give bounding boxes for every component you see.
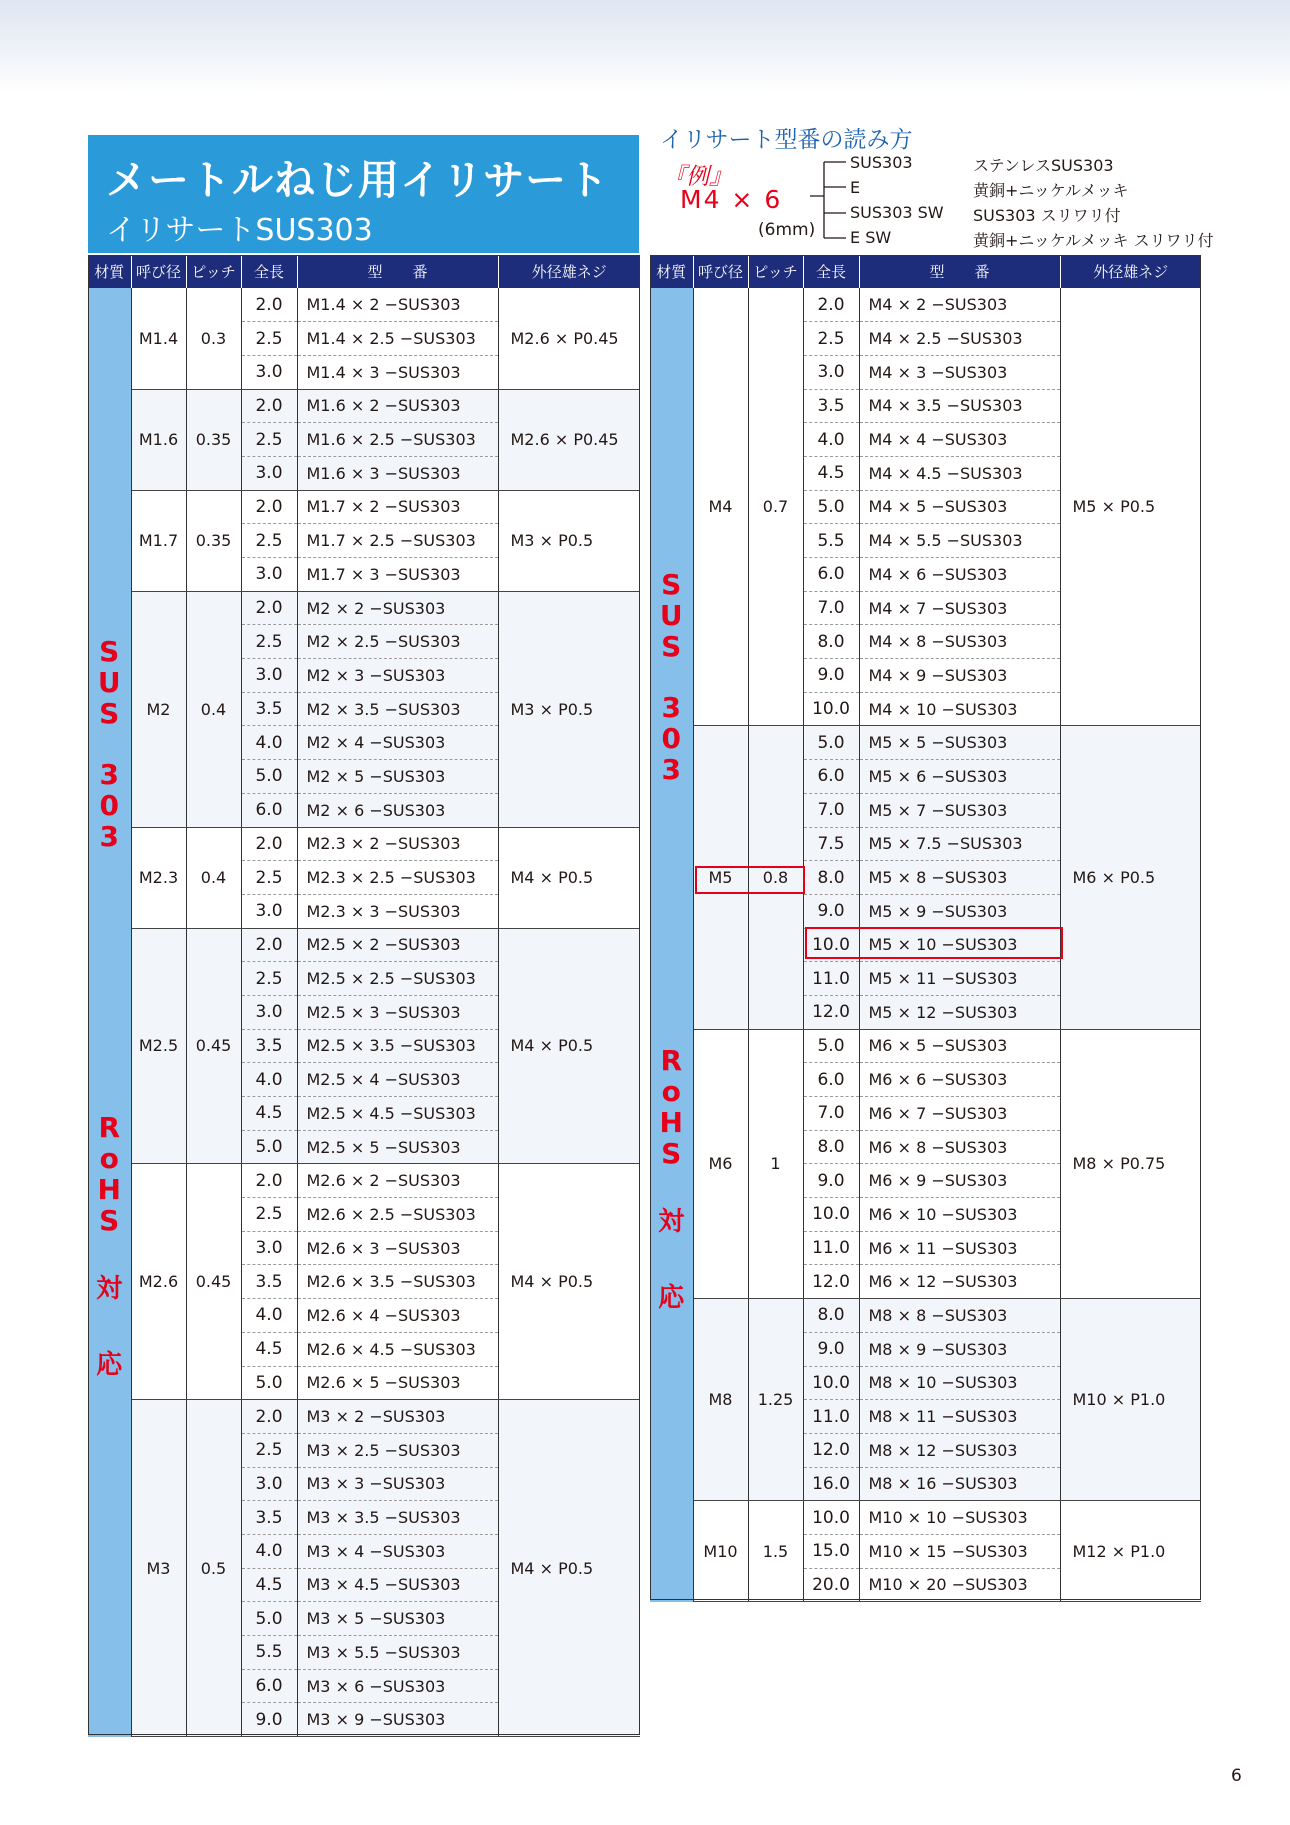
length: 4.5 bbox=[241, 1097, 297, 1131]
length: 3.0 bbox=[241, 659, 297, 693]
page-title: メートルねじ用イリサート bbox=[106, 156, 610, 204]
header-length: 全長 bbox=[241, 255, 297, 288]
model-number: M3 × 9 −SUS303 bbox=[297, 1703, 498, 1737]
length: 3.5 bbox=[241, 1029, 297, 1063]
header-model: 型 番 bbox=[859, 255, 1060, 288]
length: 8.0 bbox=[803, 1130, 859, 1164]
length: 9.0 bbox=[803, 1332, 859, 1366]
model-number: M6 × 11 −SUS303 bbox=[859, 1231, 1060, 1265]
model-number: M3 × 5 −SUS303 bbox=[297, 1602, 498, 1636]
model-number: M6 × 12 −SUS303 bbox=[859, 1265, 1060, 1299]
header-material: 材質 bbox=[650, 255, 693, 288]
length: 2.0 bbox=[803, 288, 859, 322]
material-char: 3 bbox=[99, 820, 119, 854]
length: 3.0 bbox=[241, 1231, 297, 1265]
length: 5.0 bbox=[241, 1366, 297, 1400]
model-number: M8 × 8 −SUS303 bbox=[859, 1299, 1060, 1333]
table-row bbox=[88, 591, 640, 625]
length: 3.5 bbox=[241, 1265, 297, 1299]
legend-desc: ステンレスSUS303 bbox=[973, 156, 1114, 175]
length: 6.0 bbox=[803, 558, 859, 592]
external-thread: M12 × P1.0 bbox=[1060, 1501, 1201, 1602]
length: 9.0 bbox=[803, 1164, 859, 1198]
material-char: o bbox=[661, 1074, 681, 1108]
pitch: 0.8 bbox=[748, 726, 803, 1029]
length: 2.0 bbox=[241, 1164, 297, 1198]
length: 12.0 bbox=[803, 1265, 859, 1299]
material-char: U bbox=[659, 598, 683, 632]
length: 8.0 bbox=[803, 861, 859, 895]
model-number: M5 × 8 −SUS303 bbox=[859, 861, 1060, 895]
material-char: 0 bbox=[661, 721, 681, 755]
material-char: 対 bbox=[658, 1206, 685, 1237]
model-number: M2.3 × 2 −SUS303 bbox=[297, 827, 498, 861]
external-thread: M5 × P0.5 bbox=[1060, 288, 1201, 726]
model-number: M1.7 × 2 −SUS303 bbox=[297, 490, 498, 524]
material-char: 3 bbox=[99, 758, 119, 792]
external-thread: M4 × P0.5 bbox=[498, 1164, 640, 1400]
nominal-size: M2.6 bbox=[131, 1164, 186, 1400]
model-number: M2.5 × 4 −SUS303 bbox=[297, 1063, 498, 1097]
length: 10.0 bbox=[803, 1366, 859, 1400]
pitch: 0.35 bbox=[186, 490, 241, 591]
material-char: S bbox=[99, 1204, 120, 1238]
model-number: M5 × 6 −SUS303 bbox=[859, 760, 1060, 794]
table-row bbox=[650, 1029, 1201, 1063]
nominal-size: M1.4 bbox=[131, 288, 186, 389]
length: 3.0 bbox=[803, 355, 859, 389]
legend-title: イリサート型番の読み方 bbox=[660, 127, 913, 153]
material-char: H bbox=[97, 1173, 121, 1207]
nominal-size: M6 bbox=[693, 1029, 748, 1299]
model-number: M4 × 5 −SUS303 bbox=[859, 490, 1060, 524]
model-number: M1.4 × 2 −SUS303 bbox=[297, 288, 498, 322]
length: 10.0 bbox=[803, 692, 859, 726]
external-thread: M3 × P0.5 bbox=[498, 490, 640, 591]
model-number: M1.6 × 2 −SUS303 bbox=[297, 389, 498, 423]
length: 2.5 bbox=[241, 1198, 297, 1232]
header-model: 型 番 bbox=[297, 255, 498, 288]
length: 5.0 bbox=[803, 1029, 859, 1063]
length: 8.0 bbox=[803, 1299, 859, 1333]
table-row bbox=[650, 726, 1201, 760]
legend-code: E SW bbox=[850, 228, 892, 247]
model-number: M2.6 × 2 −SUS303 bbox=[297, 1164, 498, 1198]
model-number: M3 × 4 −SUS303 bbox=[297, 1534, 498, 1568]
material-char: 応 bbox=[96, 1350, 123, 1381]
model-number: M3 × 2.5 −SUS303 bbox=[297, 1433, 498, 1467]
external-thread: M10 × P1.0 bbox=[1060, 1299, 1201, 1501]
length: 12.0 bbox=[803, 1433, 859, 1467]
top-gradient-band bbox=[0, 0, 1290, 92]
model-number: M2 × 4 −SUS303 bbox=[297, 726, 498, 760]
length: 10.0 bbox=[803, 1501, 859, 1535]
pitch: 0.3 bbox=[186, 288, 241, 389]
material-char: 0 bbox=[99, 789, 119, 823]
model-number: M1.7 × 2.5 −SUS303 bbox=[297, 524, 498, 558]
length: 4.0 bbox=[241, 1063, 297, 1097]
length: 6.0 bbox=[803, 1063, 859, 1097]
length: 15.0 bbox=[803, 1534, 859, 1568]
model-number: M2.3 × 2.5 −SUS303 bbox=[297, 861, 498, 895]
length: 3.0 bbox=[241, 355, 297, 389]
model-number: M2 × 6 −SUS303 bbox=[297, 793, 498, 827]
length: 11.0 bbox=[803, 1231, 859, 1265]
nominal-size: M8 bbox=[693, 1299, 748, 1501]
length: 5.0 bbox=[241, 1130, 297, 1164]
length: 7.0 bbox=[803, 1097, 859, 1131]
pitch: 1.5 bbox=[748, 1501, 803, 1602]
model-number: M2.5 × 2 −SUS303 bbox=[297, 928, 498, 962]
header-external-thread: 外径雄ネジ bbox=[1060, 255, 1201, 288]
length: 3.0 bbox=[241, 995, 297, 1029]
pitch: 0.7 bbox=[748, 288, 803, 726]
header-material: 材質 bbox=[88, 255, 131, 288]
model-number: M6 × 8 −SUS303 bbox=[859, 1130, 1060, 1164]
nominal-size: M2 bbox=[131, 591, 186, 827]
length: 2.5 bbox=[241, 524, 297, 558]
length: 3.0 bbox=[241, 456, 297, 490]
page-subtitle: イリサートSUS303 bbox=[106, 213, 373, 248]
model-number: M10 × 15 −SUS303 bbox=[859, 1534, 1060, 1568]
legend-desc: SUS303 スリワリ付 bbox=[973, 206, 1121, 225]
model-number: M5 × 7.5 −SUS303 bbox=[859, 827, 1060, 861]
model-number: M1.6 × 3 −SUS303 bbox=[297, 456, 498, 490]
length: 20.0 bbox=[803, 1568, 859, 1602]
length: 2.0 bbox=[241, 591, 297, 625]
length: 16.0 bbox=[803, 1467, 859, 1501]
length: 11.0 bbox=[803, 1400, 859, 1434]
length: 2.5 bbox=[241, 423, 297, 457]
length: 5.5 bbox=[241, 1636, 297, 1670]
model-number: M2.6 × 3.5 −SUS303 bbox=[297, 1265, 498, 1299]
table-row bbox=[88, 288, 640, 322]
length: 10.0 bbox=[803, 1198, 859, 1232]
legend-bracket-icon bbox=[810, 152, 850, 242]
external-thread: M8 × P0.75 bbox=[1060, 1029, 1201, 1299]
model-number: M4 × 6 −SUS303 bbox=[859, 558, 1060, 592]
length: 9.0 bbox=[803, 659, 859, 693]
length: 2.0 bbox=[241, 1400, 297, 1434]
length: 4.0 bbox=[803, 423, 859, 457]
table-row bbox=[88, 1164, 640, 1198]
length: 4.5 bbox=[803, 456, 859, 490]
model-number: M2 × 5 −SUS303 bbox=[297, 760, 498, 794]
legend-desc: 黄銅+ニッケルメッキ bbox=[973, 181, 1129, 200]
length: 4.0 bbox=[241, 1534, 297, 1568]
nominal-size: M2.5 bbox=[131, 928, 186, 1164]
length: 2.0 bbox=[241, 490, 297, 524]
length: 3.0 bbox=[241, 894, 297, 928]
page-number: 6 bbox=[1231, 1766, 1242, 1786]
table-row bbox=[650, 1299, 1201, 1333]
legend-code: SUS303 bbox=[850, 153, 913, 172]
pitch: 0.45 bbox=[186, 928, 241, 1164]
header-pitch: ピッチ bbox=[186, 255, 241, 288]
table-row bbox=[650, 288, 1201, 322]
model-number: M2 × 3.5 −SUS303 bbox=[297, 692, 498, 726]
spec-table-right bbox=[650, 255, 1201, 1602]
table-row bbox=[88, 827, 640, 861]
nominal-size: M5 bbox=[693, 726, 748, 1029]
header-nominal: 呼び径 bbox=[693, 255, 748, 288]
model-number: M2 × 3 −SUS303 bbox=[297, 659, 498, 693]
model-number: M2.6 × 5 −SUS303 bbox=[297, 1366, 498, 1400]
model-number: M4 × 2.5 −SUS303 bbox=[859, 322, 1060, 356]
pitch: 0.35 bbox=[186, 389, 241, 490]
model-number: M6 × 7 −SUS303 bbox=[859, 1097, 1060, 1131]
model-number: M4 × 2 −SUS303 bbox=[859, 288, 1060, 322]
length: 4.0 bbox=[241, 1299, 297, 1333]
length: 2.5 bbox=[241, 625, 297, 659]
length: 3.5 bbox=[241, 1501, 297, 1535]
model-number: M2.6 × 4 −SUS303 bbox=[297, 1299, 498, 1333]
length: 6.0 bbox=[241, 1669, 297, 1703]
model-number: M6 × 5 −SUS303 bbox=[859, 1029, 1060, 1063]
model-number: M5 × 7 −SUS303 bbox=[859, 793, 1060, 827]
length: 2.5 bbox=[241, 962, 297, 996]
external-thread: M3 × P0.5 bbox=[498, 591, 640, 827]
external-thread: M4 × P0.5 bbox=[498, 1400, 640, 1737]
model-number: M2.5 × 3.5 −SUS303 bbox=[297, 1029, 498, 1063]
length: 2.0 bbox=[241, 928, 297, 962]
model-number: M1.4 × 2.5 −SUS303 bbox=[297, 322, 498, 356]
title-block bbox=[88, 135, 639, 253]
legend-desc: 黄銅+ニッケルメッキ スリワリ付 bbox=[973, 231, 1214, 250]
length: 8.0 bbox=[803, 625, 859, 659]
model-number: M2.3 × 3 −SUS303 bbox=[297, 894, 498, 928]
table-row bbox=[88, 1400, 640, 1434]
legend-formula: M4 × 6 bbox=[680, 185, 783, 214]
model-number: M8 × 11 −SUS303 bbox=[859, 1400, 1060, 1434]
model-number: M5 × 9 −SUS303 bbox=[859, 894, 1060, 928]
length: 5.0 bbox=[241, 760, 297, 794]
nominal-size: M1.7 bbox=[131, 490, 186, 591]
legend-mm: (6mm) bbox=[758, 220, 816, 240]
model-number: M2.5 × 4.5 −SUS303 bbox=[297, 1097, 498, 1131]
model-number: M3 × 4.5 −SUS303 bbox=[297, 1568, 498, 1602]
model-number: M8 × 9 −SUS303 bbox=[859, 1332, 1060, 1366]
material-char: 3 bbox=[661, 752, 681, 786]
model-number: M5 × 10 −SUS303 bbox=[859, 928, 1060, 962]
length: 2.5 bbox=[241, 322, 297, 356]
length: 6.0 bbox=[803, 760, 859, 794]
model-number: M2.5 × 3 −SUS303 bbox=[297, 995, 498, 1029]
pitch: 0.45 bbox=[186, 1164, 241, 1400]
model-number: M4 × 4 −SUS303 bbox=[859, 423, 1060, 457]
model-number: M2.6 × 4.5 −SUS303 bbox=[297, 1332, 498, 1366]
model-number: M1.7 × 3 −SUS303 bbox=[297, 558, 498, 592]
external-thread: M6 × P0.5 bbox=[1060, 726, 1201, 1029]
length: 6.0 bbox=[241, 793, 297, 827]
length: 2.0 bbox=[241, 389, 297, 423]
model-number: M3 × 6 −SUS303 bbox=[297, 1669, 498, 1703]
material-column bbox=[88, 288, 131, 1737]
model-number: M2.5 × 5 −SUS303 bbox=[297, 1130, 498, 1164]
external-thread: M4 × P0.5 bbox=[498, 928, 640, 1164]
model-number: M10 × 20 −SUS303 bbox=[859, 1568, 1060, 1602]
length: 9.0 bbox=[803, 894, 859, 928]
legend-code: SUS303 SW bbox=[850, 203, 944, 222]
model-number: M4 × 7 −SUS303 bbox=[859, 591, 1060, 625]
length: 7.0 bbox=[803, 591, 859, 625]
length: 12.0 bbox=[803, 995, 859, 1029]
nominal-size: M4 bbox=[693, 288, 748, 726]
material-column bbox=[650, 288, 693, 1602]
material-char: S bbox=[661, 629, 682, 663]
model-number: M1.4 × 3 −SUS303 bbox=[297, 355, 498, 389]
length: 3.0 bbox=[241, 1467, 297, 1501]
length: 5.0 bbox=[803, 490, 859, 524]
model-number: M5 × 12 −SUS303 bbox=[859, 995, 1060, 1029]
model-number: M2.6 × 2.5 −SUS303 bbox=[297, 1198, 498, 1232]
model-number: M2 × 2 −SUS303 bbox=[297, 591, 498, 625]
model-number: M10 × 10 −SUS303 bbox=[859, 1501, 1060, 1535]
material-char: U bbox=[97, 666, 121, 700]
nominal-size: M10 bbox=[693, 1501, 748, 1602]
length: 3.5 bbox=[803, 389, 859, 423]
length: 4.0 bbox=[241, 726, 297, 760]
legend-example-label: 『例』 bbox=[663, 164, 732, 190]
model-number: M4 × 8 −SUS303 bbox=[859, 625, 1060, 659]
model-number: M4 × 10 −SUS303 bbox=[859, 692, 1060, 726]
length: 10.0 bbox=[803, 928, 859, 962]
model-number: M8 × 16 −SUS303 bbox=[859, 1467, 1060, 1501]
model-number: M6 × 6 −SUS303 bbox=[859, 1063, 1060, 1097]
length: 9.0 bbox=[241, 1703, 297, 1737]
header-pitch: ピッチ bbox=[748, 255, 803, 288]
model-number: M4 × 4.5 −SUS303 bbox=[859, 456, 1060, 490]
model-number: M8 × 12 −SUS303 bbox=[859, 1433, 1060, 1467]
material-char: o bbox=[99, 1142, 119, 1176]
external-thread: M2.6 × P0.45 bbox=[498, 389, 640, 490]
pitch: 1 bbox=[748, 1029, 803, 1299]
model-number: M3 × 3.5 −SUS303 bbox=[297, 1501, 498, 1535]
header-external-thread: 外径雄ネジ bbox=[498, 255, 640, 288]
pitch: 0.4 bbox=[186, 827, 241, 928]
spec-table-left bbox=[88, 255, 640, 1737]
table-row bbox=[650, 1501, 1201, 1535]
length: 7.0 bbox=[803, 793, 859, 827]
external-thread: M2.6 × P0.45 bbox=[498, 288, 640, 389]
length: 5.0 bbox=[241, 1602, 297, 1636]
model-number: M1.6 × 2.5 −SUS303 bbox=[297, 423, 498, 457]
model-number: M2 × 2.5 −SUS303 bbox=[297, 625, 498, 659]
model-number: M6 × 9 −SUS303 bbox=[859, 1164, 1060, 1198]
length: 7.5 bbox=[803, 827, 859, 861]
external-thread: M4 × P0.5 bbox=[498, 827, 640, 928]
pitch: 0.5 bbox=[186, 1400, 241, 1737]
length: 3.0 bbox=[241, 558, 297, 592]
material-char: S bbox=[661, 1136, 682, 1170]
length: 2.5 bbox=[803, 322, 859, 356]
pitch: 1.25 bbox=[748, 1299, 803, 1501]
table-row bbox=[88, 490, 640, 524]
material-char: 応 bbox=[658, 1282, 685, 1313]
material-char: S bbox=[661, 567, 682, 601]
length: 2.5 bbox=[241, 861, 297, 895]
length: 4.5 bbox=[241, 1568, 297, 1602]
table-row bbox=[88, 928, 640, 962]
material-char: S bbox=[99, 635, 120, 669]
length: 5.5 bbox=[803, 524, 859, 558]
model-number: M8 × 10 −SUS303 bbox=[859, 1366, 1060, 1400]
model-number: M2.5 × 2.5 −SUS303 bbox=[297, 962, 498, 996]
header-length: 全長 bbox=[803, 255, 859, 288]
model-number: M4 × 3 −SUS303 bbox=[859, 355, 1060, 389]
nominal-size: M2.3 bbox=[131, 827, 186, 928]
length: 4.5 bbox=[241, 1332, 297, 1366]
model-number: M5 × 11 −SUS303 bbox=[859, 962, 1060, 996]
material-char: S bbox=[99, 697, 120, 731]
nominal-size: M3 bbox=[131, 1400, 186, 1737]
model-number: M3 × 3 −SUS303 bbox=[297, 1467, 498, 1501]
pitch: 0.4 bbox=[186, 591, 241, 827]
model-number: M3 × 2 −SUS303 bbox=[297, 1400, 498, 1434]
table-row bbox=[88, 389, 640, 423]
legend-code: E bbox=[850, 178, 861, 197]
model-number: M3 × 5.5 −SUS303 bbox=[297, 1636, 498, 1670]
length: 2.5 bbox=[241, 1433, 297, 1467]
model-number: M4 × 9 −SUS303 bbox=[859, 659, 1060, 693]
length: 11.0 bbox=[803, 962, 859, 996]
model-number: M2.6 × 3 −SUS303 bbox=[297, 1231, 498, 1265]
length: 3.5 bbox=[241, 692, 297, 726]
material-char: 3 bbox=[661, 690, 681, 724]
header-nominal: 呼び径 bbox=[131, 255, 186, 288]
material-char: R bbox=[98, 1111, 121, 1145]
length: 2.0 bbox=[241, 827, 297, 861]
length: 2.0 bbox=[241, 288, 297, 322]
model-number: M4 × 5.5 −SUS303 bbox=[859, 524, 1060, 558]
material-char: R bbox=[660, 1043, 683, 1077]
model-number: M6 × 10 −SUS303 bbox=[859, 1198, 1060, 1232]
model-number: M4 × 3.5 −SUS303 bbox=[859, 389, 1060, 423]
material-char: H bbox=[659, 1105, 683, 1139]
model-number: M5 × 5 −SUS303 bbox=[859, 726, 1060, 760]
nominal-size: M1.6 bbox=[131, 389, 186, 490]
length: 5.0 bbox=[803, 726, 859, 760]
material-char: 対 bbox=[96, 1274, 123, 1305]
